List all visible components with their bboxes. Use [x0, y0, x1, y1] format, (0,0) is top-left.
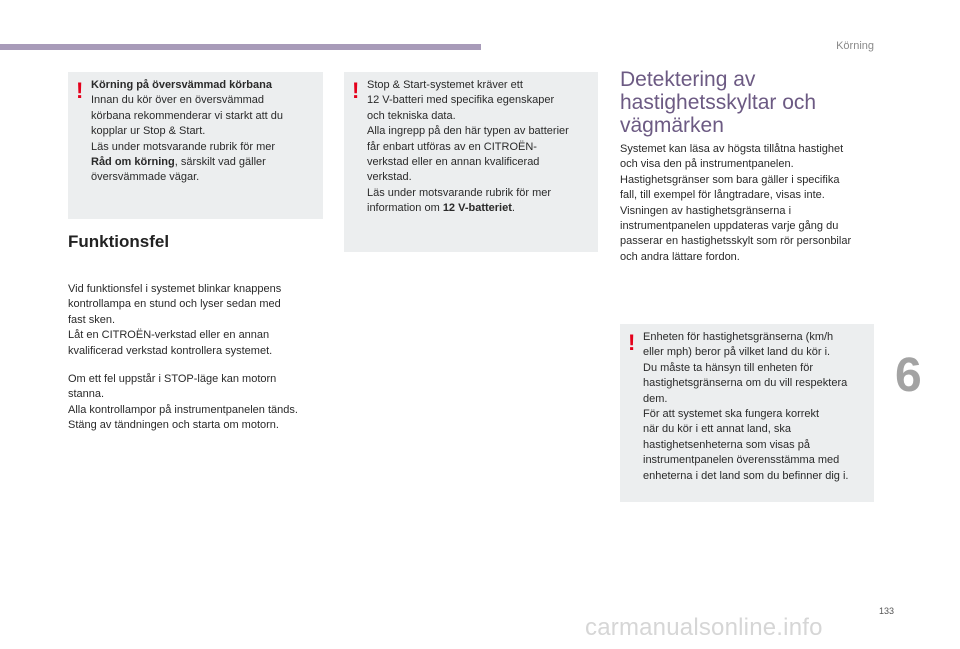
- heading-line: vägmärken: [620, 114, 724, 137]
- section-title: Körning: [836, 40, 874, 52]
- text-line: när du kör i ett annat land, ska: [643, 423, 791, 436]
- text-line: Visningen av hastighetsgränserna i: [620, 204, 792, 217]
- paragraph: [68, 282, 328, 359]
- text-line: Enheten för hastighetsgränserna (km/h: [643, 331, 834, 343]
- text-line: hastighetsenheterna som visas på: [643, 438, 810, 451]
- text-line: [91, 155, 319, 170]
- text-line: Hastighetsgränser som bara gäller i specifika: [620, 173, 840, 186]
- warning-exclamation-icon: !: [352, 78, 360, 103]
- text-line: Systemet kan läsa av högsta tillåtna hastighet: [620, 143, 844, 155]
- text-line: enheterna i det land som du befinner dig i.: [643, 469, 849, 482]
- paragraph: [68, 372, 328, 434]
- text-line: verkstad.: [367, 171, 412, 184]
- text-line: instrumentpanelen uppdateras varje gång du: [620, 220, 839, 233]
- text-line: Läs under motsvarande rubrik för mer: [367, 186, 552, 199]
- text-line: översvämmade vägar.: [91, 171, 200, 184]
- text-line: stanna.: [68, 388, 105, 401]
- text-span: information om: [367, 202, 443, 215]
- warning-exclamation-icon: !: [76, 78, 84, 103]
- heading-line: hastighetsskyltar och: [620, 91, 817, 114]
- cross-reference: 12 V-batteriet: [442, 202, 512, 215]
- chapter-number: 6: [895, 349, 922, 402]
- text-line: Vid funktionsfel i systemet blinkar knappens: [68, 283, 282, 295]
- text-line: Innan du kör över en översvämmad: [91, 94, 265, 107]
- chapter-color-bar: [0, 44, 481, 50]
- text-line: eller mph) beror på vilket land du kör i.: [643, 346, 831, 359]
- text-line: dem.: [643, 392, 668, 405]
- text-line: 12 V-batteri med specifika egenskaper: [367, 94, 555, 107]
- text-line: Läs under motsvarande rubrik för mer: [91, 140, 276, 153]
- text-line: körbana rekommenderar vi starkt att du: [91, 109, 283, 122]
- watermark: carmanualsonline.info: [585, 614, 823, 641]
- text-line: hastighetsgränserna om du vill respektera: [643, 377, 848, 390]
- warning-box-speed-units: [620, 324, 874, 502]
- paragraph: [620, 142, 885, 265]
- text-line: För att systemet ska fungera korrekt: [643, 408, 820, 421]
- page-number: 133: [878, 606, 894, 616]
- text-line: Alla ingrepp på den här typen av batterier: [367, 125, 569, 138]
- text-line: kvalificerad verkstad kontrollera systemet.: [68, 344, 273, 357]
- text-line: instrumentpanelen överensstämma med: [643, 454, 840, 467]
- text-line: [367, 201, 595, 216]
- warning-box-battery: [344, 72, 598, 252]
- warning-box-flooded-road: [68, 72, 323, 219]
- text-line: och tekniska data.: [367, 109, 456, 122]
- text-line: och visa den på instrumentpanelen.: [620, 158, 794, 171]
- cross-reference: Råd om körning: [91, 156, 175, 169]
- box-title: Körning på översvämmad körbana: [91, 79, 272, 91]
- text-line: fast sken.: [68, 313, 116, 326]
- text-line: Du måste ta hänsyn till enheten för: [643, 361, 813, 374]
- text-span: , särskilt vad gäller: [174, 156, 266, 169]
- heading-line: Detektering av: [620, 68, 756, 91]
- text-line: Stäng av tändningen och starta om motorn.: [68, 419, 279, 432]
- section-heading: [620, 68, 880, 137]
- section-heading: Funktionsfel: [68, 232, 170, 251]
- text-line: passerar en hastighetsskylt som rör personbilar: [620, 235, 852, 248]
- text-span: .: [511, 202, 515, 215]
- text-line: kopplar ur Stop & Start.: [91, 125, 206, 138]
- text-line: fall, till exempel för långtradare, visas inte.: [620, 189, 825, 202]
- text-line: Om ett fel uppstår i STOP-läge kan motorn: [68, 373, 277, 385]
- text-line: Alla kontrollampor på instrumentpanelen tänds.: [68, 403, 298, 416]
- text-line: Stop & Start-systemet kräver ett: [367, 79, 523, 91]
- text-line: kontrollampa en stund och lyser sedan med: [68, 298, 281, 311]
- text-line: får enbart utföras av en CITROËN-: [367, 140, 537, 153]
- text-line: och andra lättare fordon.: [620, 250, 740, 263]
- warning-exclamation-icon: !: [628, 330, 636, 355]
- text-line: verkstad eller en annan kvalificerad: [367, 156, 540, 169]
- text-line: Låt en CITROËN-verkstad eller en annan: [68, 329, 270, 342]
